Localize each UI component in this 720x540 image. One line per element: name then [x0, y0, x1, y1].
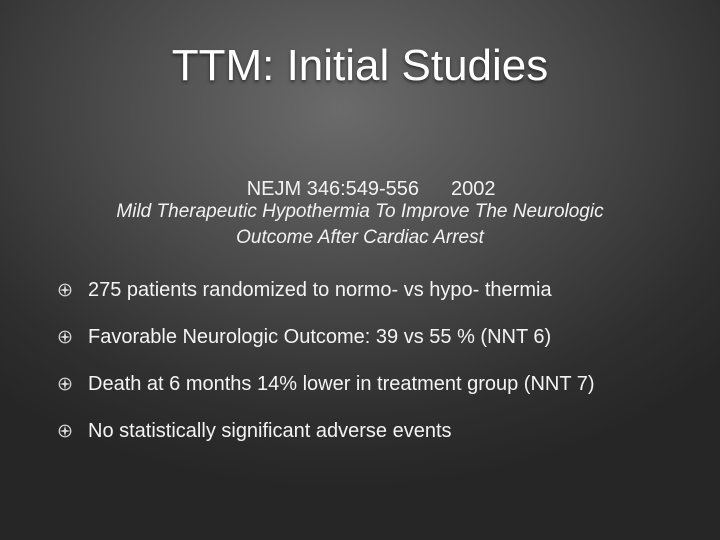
bullet-item — [58, 407, 698, 454]
bullet-item — [58, 360, 698, 407]
bullet-text: Death at 6 months 14% lower in treatment group (NNT 7) — [88, 372, 595, 395]
slide-title: TTM: Initial Studies — [171, 41, 549, 90]
citation-journal: NEJM 346:549-556 — [246, 178, 420, 200]
bullet-text: No statistically significant adverse events — [88, 419, 452, 442]
bullet-text: Favorable Neurologic Outcome: 39 vs 55 % (NNT 6) — [88, 325, 552, 348]
compass-bullet-icon — [58, 377, 72, 391]
citation-year: 2002 — [451, 178, 496, 200]
bullet-item — [58, 313, 698, 360]
compass-bullet-icon — [58, 283, 72, 297]
bullet-item — [58, 266, 698, 313]
bullet-list — [58, 266, 698, 454]
bullet-text: 275 patients randomized to normo- vs hypo- thermia — [88, 278, 552, 301]
study-title-line-2: Outcome After Cardiac Arrest — [236, 227, 484, 248]
study-title — [40, 199, 680, 251]
study-title-line-1: Mild Therapeutic Hypothermia To Improve The Neurologic — [116, 201, 604, 222]
compass-bullet-icon — [58, 424, 72, 438]
compass-bullet-icon — [58, 330, 72, 344]
